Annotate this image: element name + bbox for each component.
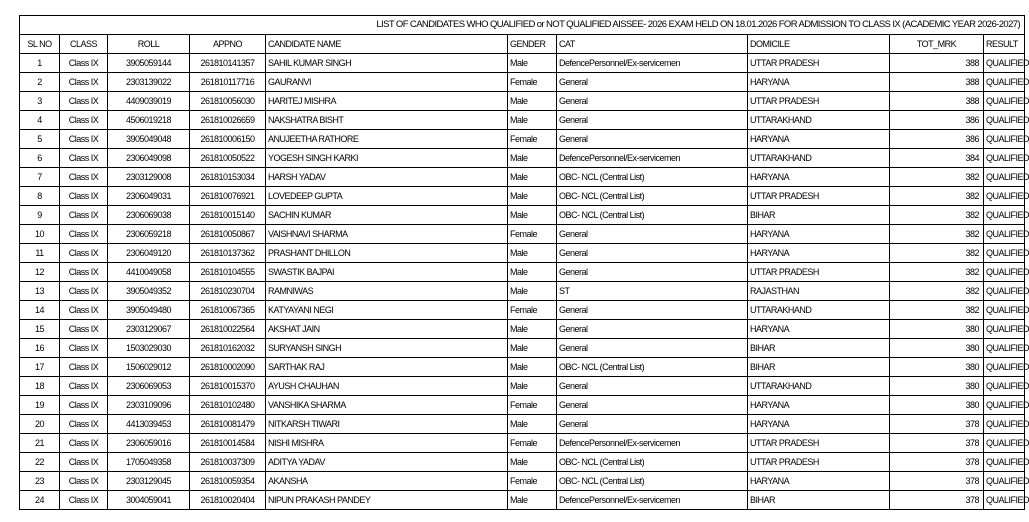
appno-cell: 261810067365 <box>190 301 266 320</box>
domicile-cell: UTTAR PRADESH <box>748 263 890 282</box>
cat-cell: OBC- NCL (Central List) <box>557 453 748 472</box>
col-header-result: RESULT <box>984 35 1025 54</box>
gender-cell: Male <box>508 54 557 73</box>
sheet-title: LIST OF CANDIDATES WHO QUALIFIED or NOT QUALIFIED AISSEE- 2026 EXAM HELD ON 18.01.2026 FOR ADMISSION TO CLASS IX (ACADEMIC YEAR 2026-2027) <box>20 16 1025 35</box>
result-cell: QUALIFIED <box>984 282 1025 301</box>
result-cell: QUALIFIED <box>984 339 1025 358</box>
cat-cell: General <box>557 130 748 149</box>
header-row <box>20 35 1025 54</box>
class-cell: Class IX <box>60 415 108 434</box>
roll-cell: 2306049098 <box>108 149 190 168</box>
appno-cell: 261810015370 <box>190 377 266 396</box>
gender-cell: Male <box>508 358 557 377</box>
candidate-name-cell: ANUJEETHA RATHORE <box>266 130 508 149</box>
roll-cell: 1506029012 <box>108 358 190 377</box>
cat-cell: OBC- NCL (Central List) <box>557 472 748 491</box>
tot-mrk-cell: 388 <box>890 73 984 92</box>
domicile-cell: BIHAR <box>748 491 890 510</box>
result-cell: QUALIFIED <box>984 415 1025 434</box>
domicile-cell: BIHAR <box>748 358 890 377</box>
table-row <box>20 415 1025 434</box>
sl-no-cell: 3 <box>20 92 60 111</box>
result-cell: QUALIFIED <box>984 396 1025 415</box>
cat-cell: General <box>557 377 748 396</box>
table-row <box>20 320 1025 339</box>
table-row <box>20 396 1025 415</box>
candidate-name-cell: RAMNIWAS <box>266 282 508 301</box>
table-row <box>20 453 1025 472</box>
roll-cell: 3905049048 <box>108 130 190 149</box>
roll-cell: 4506019218 <box>108 111 190 130</box>
result-cell: QUALIFIED <box>984 187 1025 206</box>
class-cell: Class IX <box>60 111 108 130</box>
roll-cell: 1503029030 <box>108 339 190 358</box>
result-cell: QUALIFIED <box>984 301 1025 320</box>
roll-cell: 3004059041 <box>108 491 190 510</box>
sl-no-cell: 2 <box>20 73 60 92</box>
gender-cell: Male <box>508 111 557 130</box>
table-row <box>20 149 1025 168</box>
appno-cell: 261810104555 <box>190 263 266 282</box>
col-header-gender: GENDER <box>508 35 557 54</box>
gender-cell: Male <box>508 92 557 111</box>
cat-cell: General <box>557 73 748 92</box>
title-row <box>20 16 1025 35</box>
candidate-name-cell: SACHIN KUMAR <box>266 206 508 225</box>
cat-cell: General <box>557 339 748 358</box>
tot-mrk-cell: 382 <box>890 282 984 301</box>
tot-mrk-cell: 378 <box>890 434 984 453</box>
result-cell: QUALIFIED <box>984 92 1025 111</box>
table-row <box>20 377 1025 396</box>
table-row <box>20 187 1025 206</box>
result-cell: QUALIFIED <box>984 225 1025 244</box>
cat-cell: General <box>557 263 748 282</box>
candidate-name-cell: PRASHANT DHILLON <box>266 244 508 263</box>
cat-cell: DefencePersonnel/Ex-servicemen <box>557 149 748 168</box>
appno-cell: 261810050522 <box>190 149 266 168</box>
roll-cell: 2306059218 <box>108 225 190 244</box>
sl-no-cell: 21 <box>20 434 60 453</box>
class-cell: Class IX <box>60 358 108 377</box>
candidate-name-cell: AYUSH CHAUHAN <box>266 377 508 396</box>
tot-mrk-cell: 382 <box>890 263 984 282</box>
sl-no-cell: 6 <box>20 149 60 168</box>
cat-cell: OBC- NCL (Central List) <box>557 168 748 187</box>
appno-cell: 261810050867 <box>190 225 266 244</box>
tot-mrk-cell: 378 <box>890 491 984 510</box>
col-header-cat: CAT <box>557 35 748 54</box>
domicile-cell: HARYANA <box>748 168 890 187</box>
table-row <box>20 54 1025 73</box>
roll-cell: 2306049031 <box>108 187 190 206</box>
class-cell: Class IX <box>60 282 108 301</box>
class-cell: Class IX <box>60 491 108 510</box>
tot-mrk-cell: 378 <box>890 453 984 472</box>
sl-no-cell: 8 <box>20 187 60 206</box>
domicile-cell: HARYANA <box>748 130 890 149</box>
gender-cell: Male <box>508 263 557 282</box>
sl-no-cell: 12 <box>20 263 60 282</box>
domicile-cell: BIHAR <box>748 339 890 358</box>
gender-cell: Male <box>508 187 557 206</box>
cat-cell: OBC- NCL (Central List) <box>557 187 748 206</box>
result-cell: QUALIFIED <box>984 130 1025 149</box>
roll-cell: 3905059144 <box>108 54 190 73</box>
tot-mrk-cell: 384 <box>890 149 984 168</box>
table-row <box>20 472 1025 491</box>
candidate-name-cell: AKANSHA <box>266 472 508 491</box>
table-row <box>20 225 1025 244</box>
gender-cell: Female <box>508 396 557 415</box>
sl-no-cell: 19 <box>20 396 60 415</box>
table-body <box>20 54 1029 510</box>
candidate-name-cell: HARSH YADAV <box>266 168 508 187</box>
candidate-name-cell: SWASTIK BAJPAI <box>266 263 508 282</box>
roll-cell: 2306069053 <box>108 377 190 396</box>
tot-mrk-cell: 382 <box>890 168 984 187</box>
candidate-name-cell: KATYAYANI NEGI <box>266 301 508 320</box>
gender-cell: Male <box>508 149 557 168</box>
cat-cell: General <box>557 244 748 263</box>
domicile-cell: BIHAR <box>748 206 890 225</box>
table-row <box>20 263 1025 282</box>
gender-cell: Male <box>508 491 557 510</box>
domicile-cell: UTTARAKHAND <box>748 111 890 130</box>
appno-cell: 261810117716 <box>190 73 266 92</box>
domicile-cell: UTTAR PRADESH <box>748 92 890 111</box>
col-header-roll: ROLL <box>108 35 190 54</box>
gender-cell: Female <box>508 301 557 320</box>
domicile-cell: HARYANA <box>748 225 890 244</box>
cat-cell: General <box>557 396 748 415</box>
tot-mrk-cell: 382 <box>890 244 984 263</box>
domicile-cell: HARYANA <box>748 73 890 92</box>
class-cell: Class IX <box>60 244 108 263</box>
cat-cell: DefencePersonnel/Ex-servicemen <box>557 434 748 453</box>
gender-cell: Female <box>508 73 557 92</box>
class-cell: Class IX <box>60 453 108 472</box>
candidate-name-cell: SARTHAK RAJ <box>266 358 508 377</box>
class-cell: Class IX <box>60 339 108 358</box>
col-header-appno: APPNO <box>190 35 266 54</box>
roll-cell: 4409039019 <box>108 92 190 111</box>
candidate-name-cell: GAURANVI <box>266 73 508 92</box>
tot-mrk-cell: 382 <box>890 225 984 244</box>
class-cell: Class IX <box>60 396 108 415</box>
gender-cell: Male <box>508 168 557 187</box>
result-cell: QUALIFIED <box>984 149 1025 168</box>
tot-mrk-cell: 382 <box>890 301 984 320</box>
sl-no-cell: 15 <box>20 320 60 339</box>
cat-cell: DefencePersonnel/Ex-servicemen <box>557 54 748 73</box>
result-cell: QUALIFIED <box>984 434 1025 453</box>
col-header-class: CLASS <box>60 35 108 54</box>
candidate-name-cell: AKSHAT JAIN <box>266 320 508 339</box>
roll-cell: 2303139022 <box>108 73 190 92</box>
result-cell: QUALIFIED <box>984 491 1025 510</box>
result-cell: QUALIFIED <box>984 377 1025 396</box>
domicile-cell: UTTAR PRADESH <box>748 54 890 73</box>
tot-mrk-cell: 388 <box>890 54 984 73</box>
result-cell: QUALIFIED <box>984 206 1025 225</box>
table-row <box>20 244 1025 263</box>
domicile-cell: UTTAR PRADESH <box>748 187 890 206</box>
appno-cell: 261810026659 <box>190 111 266 130</box>
sl-no-cell: 17 <box>20 358 60 377</box>
candidate-name-cell: LOVEDEEP GUPTA <box>266 187 508 206</box>
result-cell: QUALIFIED <box>984 453 1025 472</box>
table-row <box>20 73 1025 92</box>
appno-cell: 261810102480 <box>190 396 266 415</box>
appno-cell: 261810137362 <box>190 244 266 263</box>
roll-cell: 4410049058 <box>108 263 190 282</box>
domicile-cell: UTTARAKHAND <box>748 377 890 396</box>
sl-no-cell: 14 <box>20 301 60 320</box>
class-cell: Class IX <box>60 206 108 225</box>
roll-cell: 2306059016 <box>108 434 190 453</box>
gender-cell: Male <box>508 206 557 225</box>
candidate-name-cell: YOGESH SINGH KARKI <box>266 149 508 168</box>
candidate-name-cell: SAHIL KUMAR SINGH <box>266 54 508 73</box>
tot-mrk-cell: 388 <box>890 92 984 111</box>
cat-cell: General <box>557 301 748 320</box>
gender-cell: Male <box>508 339 557 358</box>
candidate-name-cell: VANSHIKA SHARMA <box>266 396 508 415</box>
class-cell: Class IX <box>60 377 108 396</box>
tot-mrk-cell: 386 <box>890 111 984 130</box>
tot-mrk-cell: 386 <box>890 130 984 149</box>
tot-mrk-cell: 382 <box>890 206 984 225</box>
results-sheet <box>19 15 1029 510</box>
gender-cell: Male <box>508 377 557 396</box>
domicile-cell: HARYANA <box>748 396 890 415</box>
result-cell: QUALIFIED <box>984 472 1025 491</box>
roll-cell: 2303129045 <box>108 472 190 491</box>
candidate-name-cell: VAISHNAVI SHARMA <box>266 225 508 244</box>
sl-no-cell: 23 <box>20 472 60 491</box>
roll-cell: 3905049480 <box>108 301 190 320</box>
candidate-name-cell: NISHI MISHRA <box>266 434 508 453</box>
class-cell: Class IX <box>60 434 108 453</box>
col-header-tot-mrk: TOT_MRK <box>890 35 984 54</box>
tot-mrk-cell: 380 <box>890 377 984 396</box>
roll-cell: 2303109096 <box>108 396 190 415</box>
roll-cell: 2306069038 <box>108 206 190 225</box>
sl-no-cell: 22 <box>20 453 60 472</box>
cat-cell: OBC- NCL (Central List) <box>557 358 748 377</box>
appno-cell: 261810081479 <box>190 415 266 434</box>
gender-cell: Female <box>508 225 557 244</box>
tot-mrk-cell: 380 <box>890 358 984 377</box>
result-cell: QUALIFIED <box>984 73 1025 92</box>
cat-cell: ST <box>557 282 748 301</box>
sl-no-cell: 18 <box>20 377 60 396</box>
gender-cell: Male <box>508 244 557 263</box>
sl-no-cell: 5 <box>20 130 60 149</box>
cat-cell: General <box>557 92 748 111</box>
result-cell: QUALIFIED <box>984 111 1025 130</box>
tot-mrk-cell: 380 <box>890 396 984 415</box>
roll-cell: 3905049352 <box>108 282 190 301</box>
table-row <box>20 358 1025 377</box>
domicile-cell: UTTARAKHAND <box>748 149 890 168</box>
col-header-candidate-name: CANDIDATE NAME <box>266 35 508 54</box>
appno-cell: 261810162032 <box>190 339 266 358</box>
class-cell: Class IX <box>60 73 108 92</box>
sl-no-cell: 20 <box>20 415 60 434</box>
candidates-table <box>19 15 1029 510</box>
roll-cell: 4413039453 <box>108 415 190 434</box>
sl-no-cell: 10 <box>20 225 60 244</box>
appno-cell: 261810006150 <box>190 130 266 149</box>
tot-mrk-cell: 382 <box>890 187 984 206</box>
table-row <box>20 301 1025 320</box>
cat-cell: General <box>557 111 748 130</box>
candidate-name-cell: SURYANSH SINGH <box>266 339 508 358</box>
domicile-cell: HARYANA <box>748 244 890 263</box>
roll-cell: 2303129067 <box>108 320 190 339</box>
cat-cell: General <box>557 415 748 434</box>
appno-cell: 261810141357 <box>190 54 266 73</box>
sl-no-cell: 16 <box>20 339 60 358</box>
cat-cell: OBC- NCL (Central List) <box>557 206 748 225</box>
table-row <box>20 168 1025 187</box>
tot-mrk-cell: 378 <box>890 472 984 491</box>
sl-no-cell: 24 <box>20 491 60 510</box>
sl-no-cell: 13 <box>20 282 60 301</box>
domicile-cell: UTTARAKHAND <box>748 301 890 320</box>
result-cell: QUALIFIED <box>984 358 1025 377</box>
domicile-cell: HARYANA <box>748 472 890 491</box>
cat-cell: General <box>557 320 748 339</box>
roll-cell: 2306049120 <box>108 244 190 263</box>
result-cell: QUALIFIED <box>984 168 1025 187</box>
sl-no-cell: 7 <box>20 168 60 187</box>
class-cell: Class IX <box>60 54 108 73</box>
class-cell: Class IX <box>60 92 108 111</box>
result-cell: QUALIFIED <box>984 244 1025 263</box>
tot-mrk-cell: 378 <box>890 415 984 434</box>
appno-cell: 261810015140 <box>190 206 266 225</box>
gender-cell: Male <box>508 415 557 434</box>
roll-cell: 1705049358 <box>108 453 190 472</box>
appno-cell: 261810230704 <box>190 282 266 301</box>
sl-no-cell: 9 <box>20 206 60 225</box>
table-row <box>20 282 1025 301</box>
candidate-name-cell: NAKSHATRA BISHT <box>266 111 508 130</box>
result-cell: QUALIFIED <box>984 263 1025 282</box>
table-row <box>20 111 1025 130</box>
appno-cell: 261810002090 <box>190 358 266 377</box>
appno-cell: 261810153034 <box>190 168 266 187</box>
class-cell: Class IX <box>60 301 108 320</box>
candidate-name-cell: ADITYA YADAV <box>266 453 508 472</box>
class-cell: Class IX <box>60 225 108 244</box>
domicile-cell: UTTAR PRADESH <box>748 453 890 472</box>
result-cell: QUALIFIED <box>984 54 1025 73</box>
candidate-name-cell: HARITEJ MISHRA <box>266 92 508 111</box>
appno-cell: 261810076921 <box>190 187 266 206</box>
cat-cell: DefencePersonnel/Ex-servicemen <box>557 491 748 510</box>
table-row <box>20 491 1025 510</box>
class-cell: Class IX <box>60 149 108 168</box>
domicile-cell: HARYANA <box>748 320 890 339</box>
gender-cell: Male <box>508 282 557 301</box>
class-cell: Class IX <box>60 187 108 206</box>
appno-cell: 261810056030 <box>190 92 266 111</box>
gender-cell: Male <box>508 453 557 472</box>
table-row <box>20 130 1025 149</box>
sl-no-cell: 1 <box>20 54 60 73</box>
domicile-cell: UTTAR PRADESH <box>748 434 890 453</box>
appno-cell: 261810020404 <box>190 491 266 510</box>
gender-cell: Female <box>508 130 557 149</box>
gender-cell: Female <box>508 434 557 453</box>
appno-cell: 261810022564 <box>190 320 266 339</box>
appno-cell: 261810059354 <box>190 472 266 491</box>
tot-mrk-cell: 380 <box>890 339 984 358</box>
col-header-domicile: DOMICILE <box>748 35 890 54</box>
tot-mrk-cell: 380 <box>890 320 984 339</box>
candidate-name-cell: NITKARSH TIWARI <box>266 415 508 434</box>
roll-cell: 2303129008 <box>108 168 190 187</box>
appno-cell: 261810014584 <box>190 434 266 453</box>
class-cell: Class IX <box>60 168 108 187</box>
table-row <box>20 92 1025 111</box>
candidate-name-cell: NIPUN PRAKASH PANDEY <box>266 491 508 510</box>
class-cell: Class IX <box>60 320 108 339</box>
class-cell: Class IX <box>60 263 108 282</box>
appno-cell: 261810037309 <box>190 453 266 472</box>
result-cell: QUALIFIED <box>984 320 1025 339</box>
domicile-cell: HARYANA <box>748 415 890 434</box>
class-cell: Class IX <box>60 130 108 149</box>
gender-cell: Male <box>508 320 557 339</box>
col-header-sl-no: SL NO <box>20 35 60 54</box>
class-cell: Class IX <box>60 472 108 491</box>
domicile-cell: RAJASTHAN <box>748 282 890 301</box>
table-row <box>20 339 1025 358</box>
table-row <box>20 206 1025 225</box>
gender-cell: Female <box>508 472 557 491</box>
cat-cell: General <box>557 225 748 244</box>
sl-no-cell: 4 <box>20 111 60 130</box>
table-row <box>20 434 1025 453</box>
sl-no-cell: 11 <box>20 244 60 263</box>
